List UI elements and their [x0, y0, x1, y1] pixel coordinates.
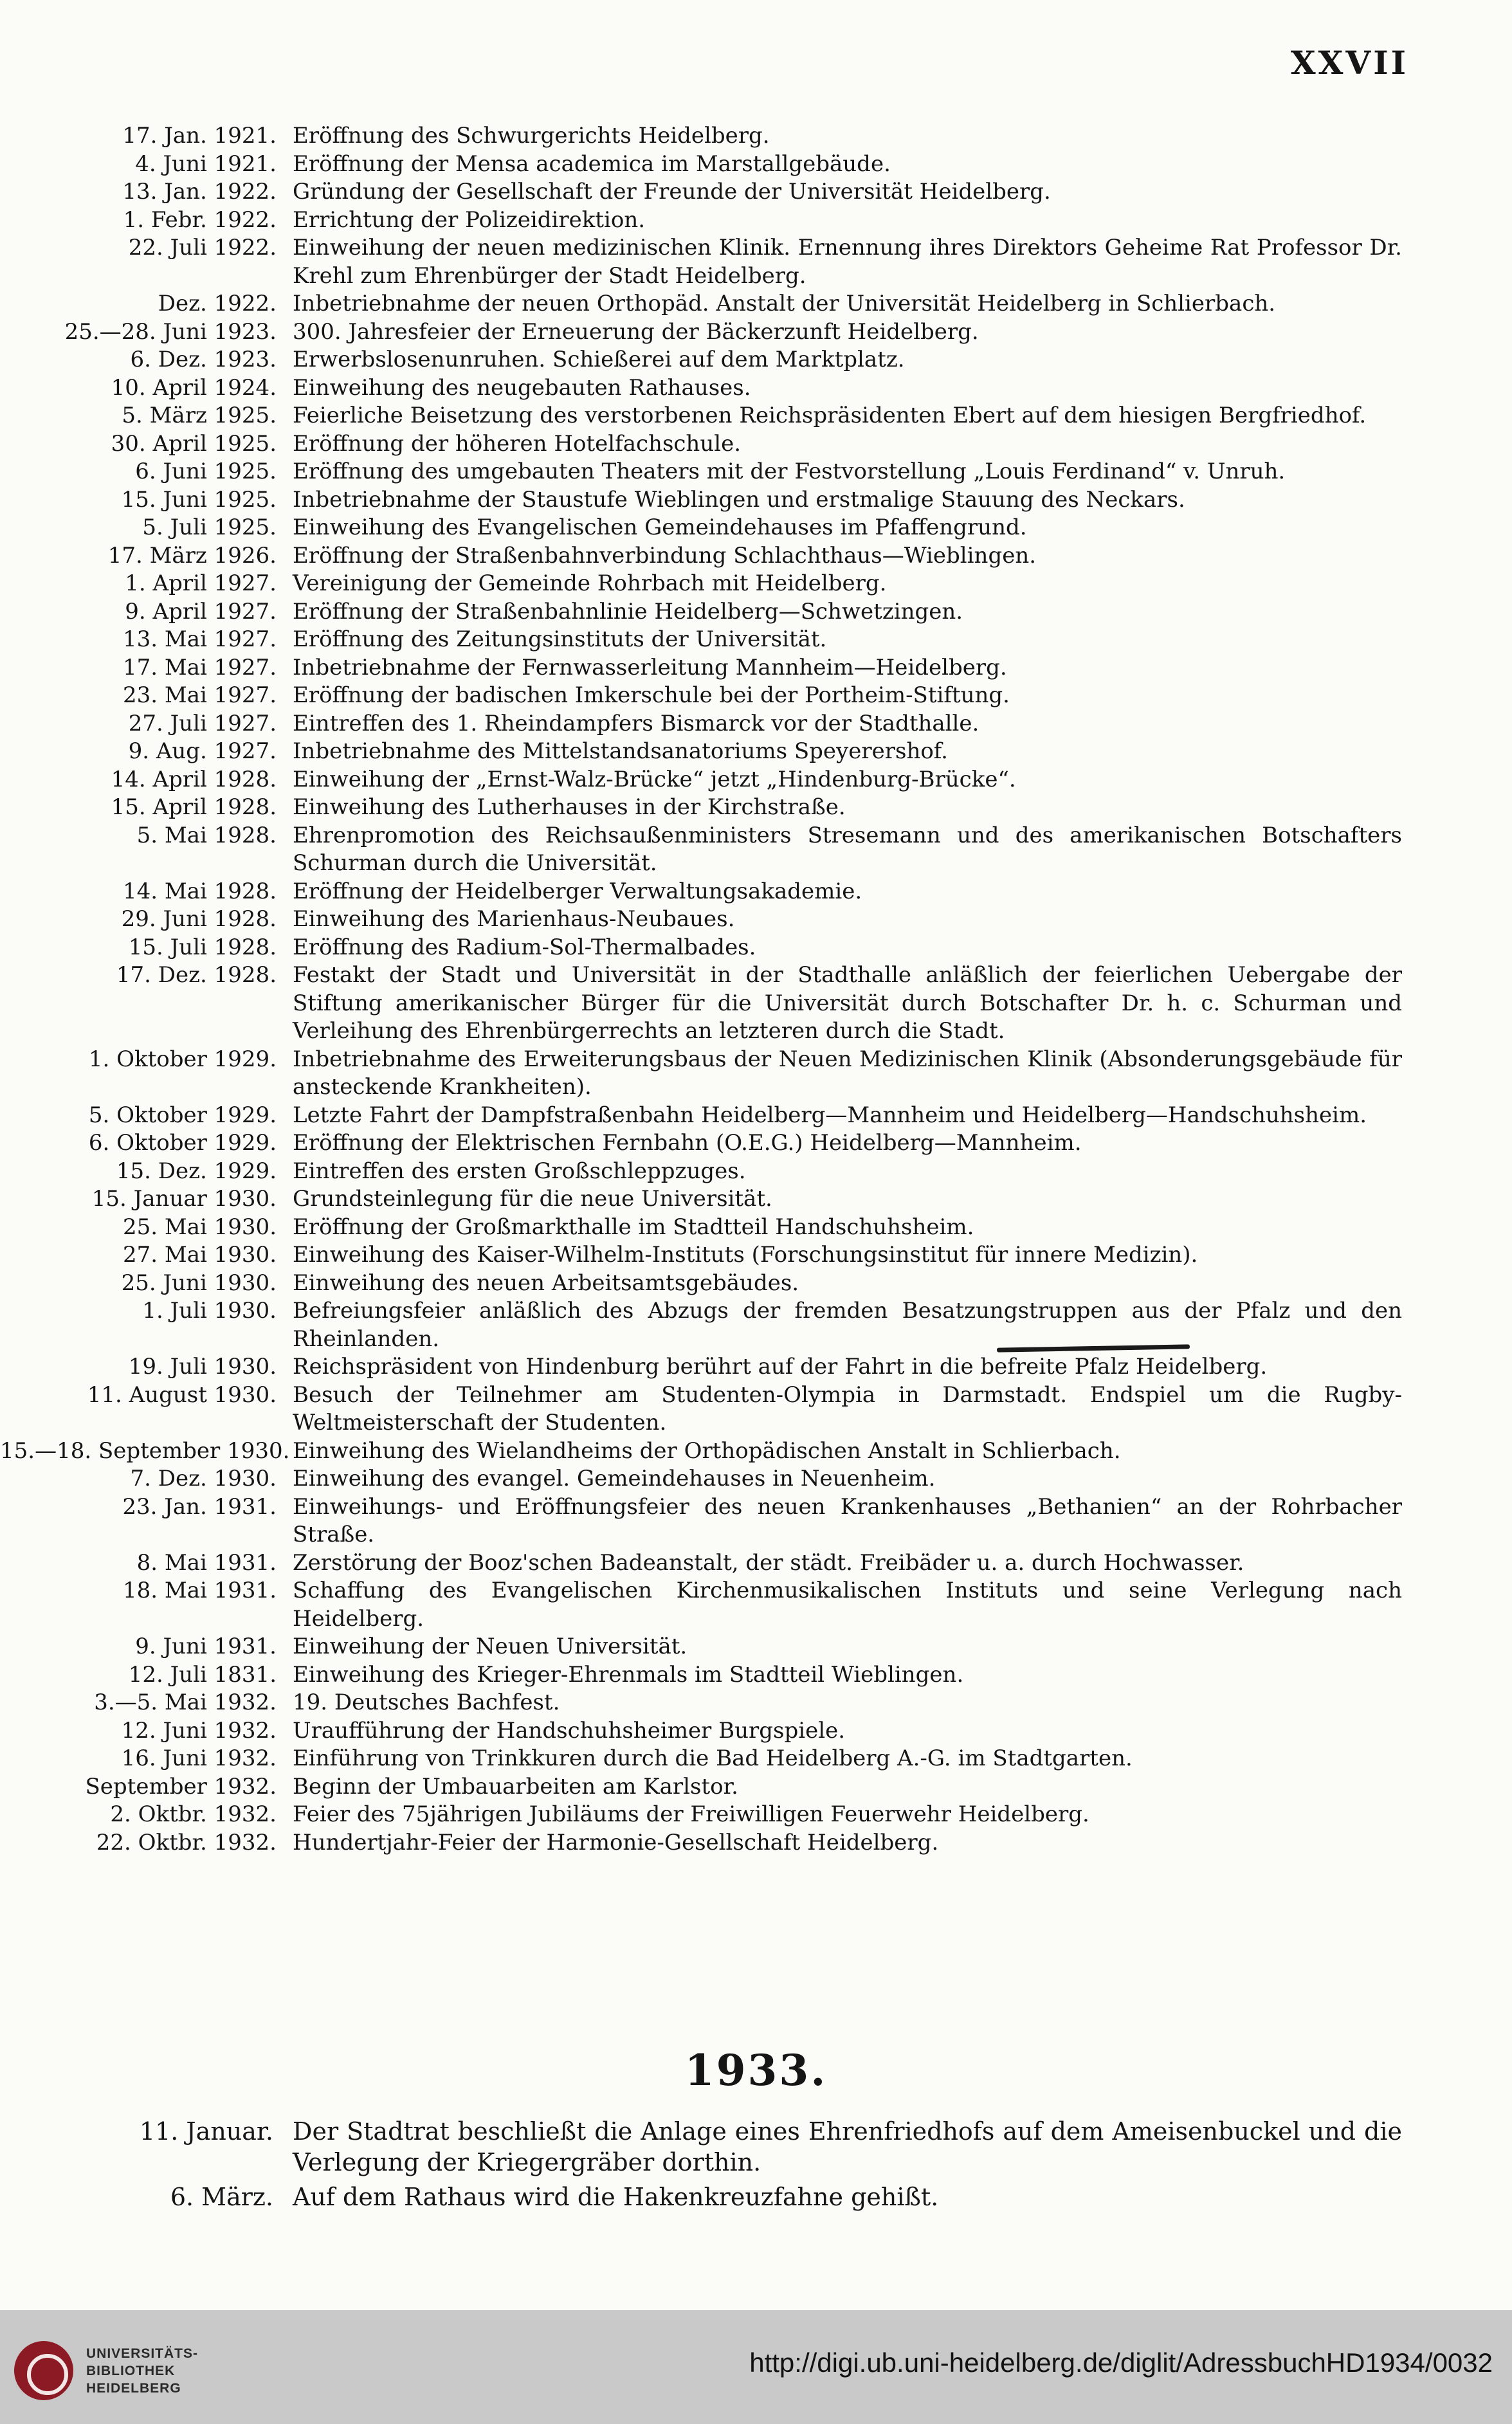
source-url-link[interactable]: http://digi.ub.uni-heidelberg.de/diglit/AdressbuchHD1934/0032 [749, 2347, 1493, 2378]
chronicle-entry [0, 934, 1512, 962]
entry-date: 8. Mai 1931. [136, 1549, 277, 1576]
entry-text: Befreiungsfeier anläßlich des Abzugs der fremden Besatzungstruppen aus der Pfalz und den Rheinlanden. [293, 1298, 1402, 1352]
entry-date: 14. April 1928. [111, 766, 277, 792]
entry-date: 27. Juli 1927. [128, 710, 277, 736]
entry-text: Eröffnung der Elektrischen Fernbahn (O.E.G.) Heidelberg—Mannheim. [293, 1130, 1082, 1156]
entry-text: Einweihung des Evangelischen Gemeindehauses im Pfaffengrund. [293, 515, 1027, 540]
library-logo[interactable] [14, 2341, 198, 2400]
chronicle-entry [0, 206, 1512, 235]
chronicle-entry [0, 458, 1512, 486]
chronicle-entry [0, 1185, 1512, 1214]
entry-date: 1. Oktober 1929. [88, 1046, 277, 1072]
entry-text: Letzte Fahrt der Dampfstraßenbahn Heidelberg—Mannheim und Heidelberg—Handschuhsheim. [293, 1102, 1367, 1128]
page-number: XXVII [1290, 44, 1408, 82]
entry-text: Reichspräsident von Hindenburg berührt auf der Fahrt in die befreite Pfalz Heidelberg. [293, 1354, 1268, 1380]
entry-text: Einweihung des Lutherhauses in der Kirchstraße. [293, 794, 846, 820]
chronicle-entry [0, 374, 1512, 403]
entry-text: Eröffnung der Heidelberger Verwaltungsakademie. [293, 878, 862, 904]
entry-date: 15. Juni 1925. [121, 486, 277, 513]
entry-date: Dez. 1922. [158, 291, 277, 316]
footer-bar [0, 2310, 1512, 2424]
entry-date: 6. Oktober 1929. [88, 1130, 277, 1156]
entry-date: 25. Juni 1930. [121, 1270, 277, 1296]
entry-date: 29. Juni 1928. [121, 906, 277, 932]
entry-text: Einweihung des neugebauten Rathauses. [293, 374, 751, 401]
year-heading: 1933. [684, 2045, 828, 2095]
entry-date: 15.—18. September 1930. [0, 1437, 290, 1464]
chronicle-entry [0, 626, 1512, 654]
chronicle-list [0, 122, 1512, 1857]
entry-text: Eröffnung des Schwurgerichts Heidelberg. [293, 123, 770, 149]
entry-text: Inbetriebnahme des Erweiterungsbaus der Neuen Medizinischen Klinik (Absonderungsgebäude für ansteckende Krankheiten). [293, 1046, 1402, 1100]
entry-date: 5. März 1925. [122, 403, 277, 428]
chronicle-entry [0, 1353, 1512, 1381]
entry-text: Eröffnung der Straßenbahnlinie Heidelberg—Schwetzingen. [293, 598, 963, 624]
chronicle-entry [0, 1046, 1512, 1102]
chronicle-entry [0, 122, 1512, 150]
chronicle-entry [0, 598, 1512, 626]
chronicle-entry [0, 1437, 1512, 1466]
chronicle-entry [0, 1158, 1512, 1186]
entry-text: Feierliche Beisetzung des verstorbenen Reichspräsidenten Ebert auf dem hiesigen Bergfriedhof. [293, 403, 1367, 428]
entry-date: September 1932. [85, 1773, 277, 1800]
chronicle-entry [0, 682, 1512, 710]
library-name-line: BIBLIOTHEK [86, 2363, 176, 2378]
chronicle-entry [0, 2182, 1512, 2212]
entry-text: Inbetriebnahme der Fernwasserleitung Mannheim—Heidelberg. [293, 654, 1007, 680]
entry-date: 1. April 1927. [125, 570, 277, 596]
chronicle-entry [0, 2116, 1512, 2178]
entry-text: Eintreffen des ersten Großschleppzuges. [293, 1158, 746, 1184]
entry-text: Besuch der Teilnehmer am Studenten-Olympia in Darmstadt. Endspiel um die Rugby-Weltmeisterschaft der Studenten. [293, 1381, 1402, 1435]
entry-date: 9. April 1927. [125, 598, 277, 624]
entry-date: 30. April 1925. [111, 430, 277, 457]
chronicle-entry [0, 290, 1512, 318]
entry-date: 7. Dez. 1930. [130, 1466, 277, 1491]
chronicle-entry [0, 822, 1512, 878]
chronicle-entry [0, 514, 1512, 542]
chronicle-entry [0, 1381, 1512, 1437]
entry-text: Inbetriebnahme der neuen Orthopäd. Anstalt der Universität Heidelberg in Schlierbach. [293, 291, 1276, 316]
entry-date: 15. Juli 1928. [128, 934, 277, 960]
chronicle-entry [0, 1241, 1512, 1270]
entry-text: Eröffnung der Mensa academica im Marstallgebäude. [293, 150, 891, 177]
entry-date: 4. Juni 1921. [135, 150, 277, 177]
entry-text: Schaffung des Evangelischen Kirchenmusikalischen Instituts und seine Verlegung nach Heidelberg. [293, 1578, 1402, 1632]
entry-date: 5. Mai 1928. [136, 822, 277, 848]
chronicle-entry [0, 1129, 1512, 1158]
entry-date: 13. Jan. 1922. [122, 179, 277, 205]
entry-date: 15. Januar 1930. [91, 1186, 277, 1212]
library-name-line: UNIVERSITÄTS- [86, 2346, 199, 2361]
entry-text: Uraufführung der Handschuhsheimer Burgspiele. [293, 1717, 846, 1744]
entry-date: 15. Dez. 1929. [116, 1158, 277, 1184]
entry-text: Eröffnung des umgebauten Theaters mit der Festvorstellung „Louis Ferdinand“ v. Unruh. [293, 459, 1286, 484]
entry-text: Eröffnung des Zeitungsinstituts der Universität. [293, 626, 827, 652]
chronicle-entry [0, 1689, 1512, 1717]
entry-date: 6. März. [170, 2183, 273, 2211]
entry-text: 300. Jahresfeier der Erneuerung der Bäckerzunft Heidelberg. [293, 318, 979, 345]
entry-date: 22. Oktbr. 1932. [96, 1829, 277, 1855]
chronicle-entry [0, 234, 1512, 290]
chronicle-entry [0, 1773, 1512, 1801]
entry-date: 23. Mai 1927. [123, 682, 277, 708]
entry-text: Inbetriebnahme des Mittelstandsanatoriums Speyerershof. [293, 738, 948, 764]
entry-date: 18. Mai 1931. [123, 1578, 277, 1603]
chronicle-entry [0, 654, 1512, 682]
entry-date: 9. Juni 1931. [135, 1634, 277, 1659]
chronicle-entry [0, 570, 1512, 598]
chronicle-entry [0, 402, 1512, 430]
entry-date: 9. Aug. 1927. [128, 738, 277, 764]
chronicle-entry [0, 1297, 1512, 1353]
chronicle-entry [0, 1661, 1512, 1690]
chronicle-entry [0, 1270, 1512, 1298]
entry-date: 17. Mai 1927. [123, 654, 277, 680]
entry-date: 13. Mai 1927. [123, 626, 277, 652]
chronicle-entry [0, 150, 1512, 179]
entry-date: 14. Mai 1928. [123, 878, 277, 904]
chronicle-entry [0, 738, 1512, 766]
entry-date: 17. Dez. 1928. [116, 962, 277, 988]
library-name [86, 2345, 198, 2397]
chronicle-entry [0, 1829, 1512, 1857]
entry-text: Eröffnung der badischen Imkerschule bei der Portheim-Stiftung. [293, 682, 1010, 708]
entry-text: Eröffnung der höheren Hotelfachschule. [293, 430, 742, 457]
entry-date: 3.—5. Mai 1932. [94, 1690, 277, 1715]
entry-date: 23. Jan. 1931. [122, 1493, 277, 1520]
entry-text: Inbetriebnahme der Staustufe Wieblingen und erstmalige Stauung des Neckars. [293, 486, 1185, 513]
entry-text: Ehrenpromotion des Reichsaußenministers Stresemann und des amerikanischen Botschafters Schurman durch die Universität. [293, 822, 1402, 876]
entry-text: Einführung von Trinkkuren durch die Bad Heidelberg A.-G. im Stadtgarten. [293, 1745, 1133, 1771]
chronicle-entry [0, 878, 1512, 906]
entry-text: Einweihung der „Ernst-Walz-Brücke“ jetzt „Hindenburg-Brücke“. [293, 766, 1016, 792]
entry-date: 1. Febr. 1922. [123, 206, 277, 233]
entry-date: 12. Juni 1932. [121, 1717, 277, 1744]
chronicle-entry [0, 1549, 1512, 1578]
entry-text: 19. Deutsches Bachfest. [293, 1690, 560, 1715]
chronicle-entry [0, 1214, 1512, 1242]
chronicle-entry [0, 906, 1512, 934]
chronicle-entry [0, 1633, 1512, 1661]
entry-text: Beginn der Umbauarbeiten am Karlstor. [293, 1773, 738, 1800]
chronicle-entry [0, 961, 1512, 1046]
entry-date: 1. Juli 1930. [142, 1298, 277, 1324]
entry-date: 27. Mai 1930. [123, 1242, 277, 1268]
chronicle-entry [0, 178, 1512, 206]
entry-text: Einweihung des evangel. Gemeindehauses in Neuenheim. [293, 1466, 936, 1491]
entry-date: 19. Juli 1930. [128, 1354, 277, 1380]
entry-text: Grundsteinlegung für die neue Universität. [293, 1186, 772, 1212]
chronicle-entry [0, 794, 1512, 822]
chronicle-entry [0, 1102, 1512, 1130]
chronicle-entry [0, 1465, 1512, 1493]
entry-text: Einweihungs- und Eröffnungsfeier des neuen Krankenhauses „Bethanien“ an der Rohrbacher Straße. [293, 1493, 1402, 1547]
entry-text: Festakt der Stadt und Universität in der Stadthalle anläßlich der feierlichen Uebergabe der Stiftung amerikanischer Bürger für die Universität durch Botschafter Dr. h. c. Schurman und Verleihung des Ehrenbürgerrechts an letzteren durch die Stadt. [293, 962, 1402, 1044]
entry-date: 5. Juli 1925. [142, 515, 277, 540]
chronicle-entry [0, 486, 1512, 515]
entry-date: 25. Mai 1930. [123, 1214, 277, 1240]
chronicle-entry [0, 318, 1512, 347]
entry-date: 12. Juli 1831. [128, 1661, 277, 1688]
entry-text: Einweihung des Krieger-Ehrenmals im Stadtteil Wieblingen. [293, 1661, 964, 1688]
chronicle-entry [0, 1801, 1512, 1829]
entry-date: 22. Juli 1922. [128, 235, 277, 260]
entry-date: 17. Jan. 1921. [122, 123, 277, 149]
entry-date: 11. August 1930. [87, 1381, 277, 1408]
entry-text: Eintreffen des 1. Rheindampfers Bismarck vor der Stadthalle. [293, 710, 979, 736]
chronicle-entry [0, 710, 1512, 738]
chronicle-entry [0, 1717, 1512, 1745]
entry-text: Der Stadtrat beschließt die Anlage eines Ehrenfriedhofs auf dem Ameisenbuckel und die Verlegung der Kriegergräber dorthin. [293, 2117, 1402, 2176]
entry-text: Gründung der Gesellschaft der Freunde der Universität Heidelberg. [293, 179, 1051, 205]
entry-text: Zerstörung der Booz'schen Badeanstalt, der städt. Freibäder u. a. durch Hochwasser. [293, 1549, 1244, 1576]
entry-text: Eröffnung der Straßenbahnverbindung Schlachthaus—Wieblingen. [293, 542, 1037, 569]
chronicle-entry [0, 542, 1512, 570]
entry-text: Einweihung des neuen Arbeitsamtsgebäudes. [293, 1270, 799, 1296]
entry-text: Einweihung des Wielandheims der Orthopädischen Anstalt in Schlierbach. [293, 1437, 1121, 1464]
entry-text: Erwerbslosenunruhen. Schießerei auf dem Marktplatz. [293, 347, 905, 372]
entry-text: Errichtung der Polizeidirektion. [293, 206, 646, 233]
entry-date: 10. April 1924. [111, 374, 277, 401]
entry-text: Hundertjahr-Feier der Harmonie-Gesellschaft Heidelberg. [293, 1829, 939, 1855]
entry-text: Auf dem Rathaus wird die Hakenkreuzfahne gehißt. [293, 2183, 939, 2211]
entry-date: 6. Dez. 1923. [130, 347, 277, 372]
entry-text: Eröffnung der Großmarkthalle im Stadtteil Handschuhsheim. [293, 1214, 974, 1240]
entry-text: Eröffnung des Radium-Sol-Thermalbades. [293, 934, 756, 960]
chronicle-entry [0, 1577, 1512, 1633]
library-seal-icon [14, 2341, 73, 2400]
chronicle-entry [0, 1493, 1512, 1549]
entry-date: 17. März 1926. [107, 542, 277, 569]
chronicle-entry [0, 766, 1512, 794]
chronicle-list-1933 [0, 2116, 1512, 2216]
entry-text: Vereinigung der Gemeinde Rohrbach mit Heidelberg. [293, 570, 887, 596]
entry-text: Einweihung der Neuen Universität. [293, 1634, 688, 1659]
entry-date: 25.—28. Juni 1923. [64, 318, 277, 345]
entry-text: Feier des 75jährigen Jubiläums der Freiwilligen Feuerwehr Heidelberg. [293, 1801, 1089, 1827]
library-name-line: HEIDELBERG [86, 2380, 181, 2396]
entry-text: Einweihung des Kaiser-Wilhelm-Instituts (Forschungsinstitut für innere Medizin). [293, 1242, 1198, 1268]
entry-date: 2. Oktbr. 1932. [110, 1801, 277, 1827]
chronicle-entry [0, 1745, 1512, 1773]
entry-date: 16. Juni 1932. [121, 1745, 277, 1771]
entry-date: 15. April 1928. [111, 794, 277, 820]
entry-text: Einweihung der neuen medizinischen Klinik. Ernennung ihres Direktors Geheime Rat Professor Dr. Krehl zum Ehrenbürger der Stadt Heidelberg. [293, 235, 1402, 289]
entry-date: 5. Oktober 1929. [88, 1102, 277, 1128]
entry-date: 11. Januar. [139, 2117, 273, 2146]
entry-date: 6. Juni 1925. [135, 459, 277, 484]
chronicle-entry [0, 430, 1512, 459]
entry-text: Einweihung des Marienhaus-Neubaues. [293, 906, 735, 932]
chronicle-entry [0, 346, 1512, 374]
